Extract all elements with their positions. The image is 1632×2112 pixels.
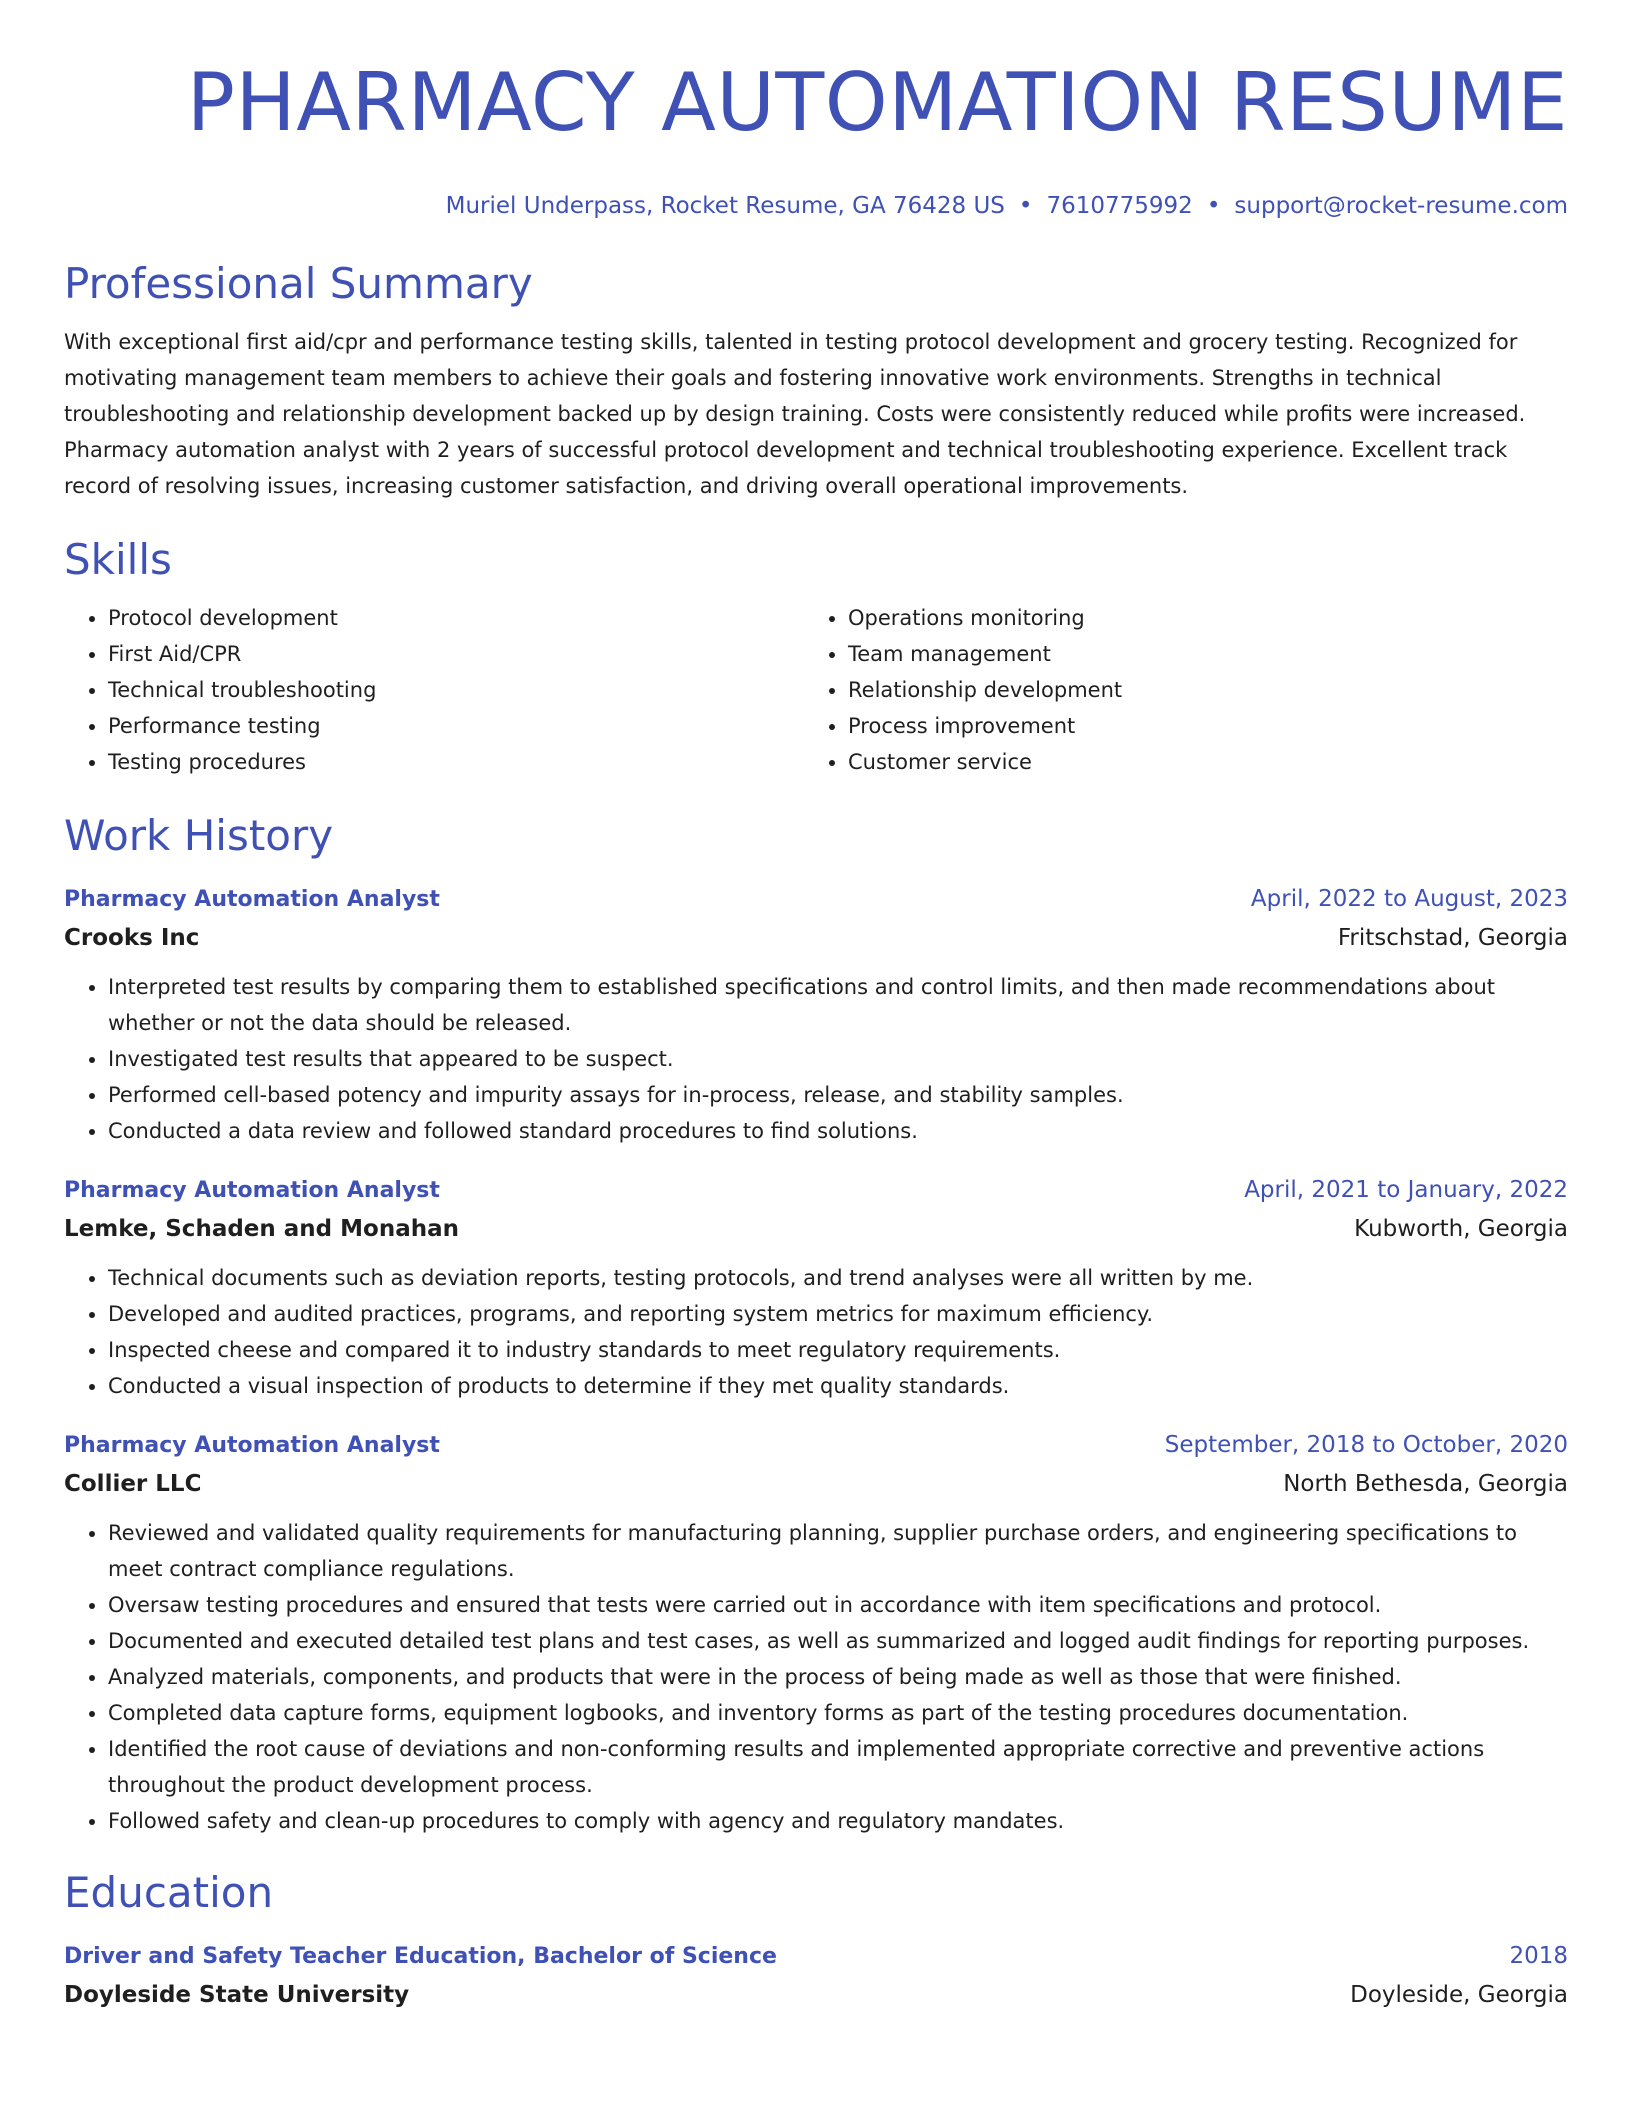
job-bullet: • Technical documents such as deviation reports, testing protocols, and trend analyses were all written by me.: [108, 1260, 1568, 1296]
job-company: Collier LLC: [64, 1471, 202, 1497]
skill-item: • Operations monitoring: [848, 600, 1544, 636]
summary-heading: Professional Summary: [64, 259, 533, 308]
job-bullet: • Oversaw testing procedures and ensured that tests were carried out in accordance with item specifications and protocol.: [108, 1587, 1568, 1623]
job-company: Crooks Inc: [64, 925, 200, 951]
job-bullet: • Conducted a data review and followed standard procedures to find solutions.: [108, 1113, 1568, 1149]
job-bullet: • Interpreted test results by comparing them to established specifications and control limits, and then made recommendations about whether or not the data should be released.: [108, 969, 1568, 1041]
job-entry: [64, 1426, 1568, 1839]
job-role: Pharmacy Automation Analyst: [64, 887, 440, 912]
job-bullets: [64, 969, 1568, 1149]
job-bullet: • Documented and executed detailed test plans and test cases, as well as summarized and logged audit findings for reporting purposes.: [108, 1623, 1568, 1659]
summary-text: With exceptional first aid/cpr and performance testing skills, talented in testing protocol development and grocery testing. Recognized for motivating management team members to achieve their goals and fostering innovative work environments. Strengths in technical troubleshooting and relationship development backed up by design training. Costs were consistently reduced while profits were increased. Pharmacy automation analyst with 2 years of successful protocol development and technical troubleshooting experience. Excellent track record of resolving issues, increasing customer satisfaction, and driving overall operational improvements.: [64, 330, 1526, 498]
work-history-list: [64, 880, 1568, 1839]
skills-list: [64, 600, 1568, 780]
resume-title: PHARMACY AUTOMATION RESUME: [186, 56, 1568, 149]
job-location: Kubworth, Georgia: [1354, 1216, 1568, 1242]
job-bullet: • Analyzed materials, components, and products that were in the process of being made as well as those that were finished.: [108, 1659, 1568, 1695]
job-bullet: • Reviewed and validated quality requirements for manufacturing planning, supplier purchase orders, and engineering specifications to meet contract compliance regulations.: [108, 1515, 1568, 1587]
contact-address: Muriel Underpass, Rocket Resume, GA 76428 US: [445, 193, 1005, 219]
contact-line: [64, 190, 1568, 222]
skill-item: • First Aid/CPR: [108, 636, 804, 672]
education-year: 2018: [1509, 1943, 1568, 1969]
education-heading: Education: [64, 1868, 274, 1917]
skills-heading: Skills: [64, 535, 172, 584]
education-degree: Driver and Safety Teacher Education, Bachelor of Science: [64, 1944, 777, 1969]
job-bullets: [64, 1260, 1568, 1404]
skill-item: • Protocol development: [108, 600, 804, 636]
skill-item: • Team management: [848, 636, 1544, 672]
job-bullets: [64, 1515, 1568, 1839]
contact-phone: 7610775992: [1046, 193, 1193, 219]
job-entry: [64, 880, 1568, 1149]
job-bullet: • Identified the root cause of deviations and non-conforming results and implemented appropriate corrective and preventive actions throughout the product development process.: [108, 1731, 1568, 1803]
education-school: Doyleside State University: [64, 1982, 410, 2008]
job-role: Pharmacy Automation Analyst: [64, 1433, 440, 1458]
education-location: Doyleside, Georgia: [1350, 1982, 1568, 2008]
job-entry: [64, 1171, 1568, 1404]
job-dates: April, 2021 to January, 2022: [1244, 1177, 1568, 1203]
job-company: Lemke, Schaden and Monahan: [64, 1216, 459, 1242]
job-dates: September, 2018 to October, 2020: [1164, 1432, 1568, 1458]
job-location: North Bethesda, Georgia: [1283, 1471, 1568, 1497]
skill-item: • Process improvement: [848, 708, 1544, 744]
job-bullet: • Inspected cheese and compared it to industry standards to meet regulatory requirements.: [108, 1332, 1568, 1368]
job-bullet: • Developed and audited practices, programs, and reporting system metrics for maximum efficiency.: [108, 1296, 1568, 1332]
skill-item: • Testing procedures: [108, 744, 804, 780]
contact-separator: •: [1206, 193, 1221, 219]
contact-separator: •: [1018, 193, 1033, 219]
skills-column-right: [804, 600, 1544, 780]
job-bullet: • Completed data capture forms, equipment logbooks, and inventory forms as part of the testing procedures documentation.: [108, 1695, 1568, 1731]
job-role: Pharmacy Automation Analyst: [64, 1178, 440, 1203]
skills-column-left: [64, 600, 804, 780]
skill-item: • Customer service: [848, 744, 1544, 780]
work-history-heading: Work History: [64, 811, 334, 860]
job-bullet: • Performed cell-based potency and impurity assays for in-process, release, and stability samples.: [108, 1077, 1568, 1113]
skill-item: • Technical troubleshooting: [108, 672, 804, 708]
education-entry: [64, 1937, 1568, 2014]
job-bullet: • Followed safety and clean-up procedures to comply with agency and regulatory mandates.: [108, 1803, 1568, 1839]
job-bullet: • Investigated test results that appeared to be suspect.: [108, 1041, 1568, 1077]
job-bullet: • Conducted a visual inspection of products to determine if they met quality standards.: [108, 1368, 1568, 1404]
skill-item: • Relationship development: [848, 672, 1544, 708]
job-location: Fritschstad, Georgia: [1337, 925, 1568, 951]
job-dates: April, 2022 to August, 2023: [1250, 886, 1568, 912]
contact-email: support@rocket-resume.com: [1234, 193, 1568, 219]
skill-item: • Performance testing: [108, 708, 804, 744]
